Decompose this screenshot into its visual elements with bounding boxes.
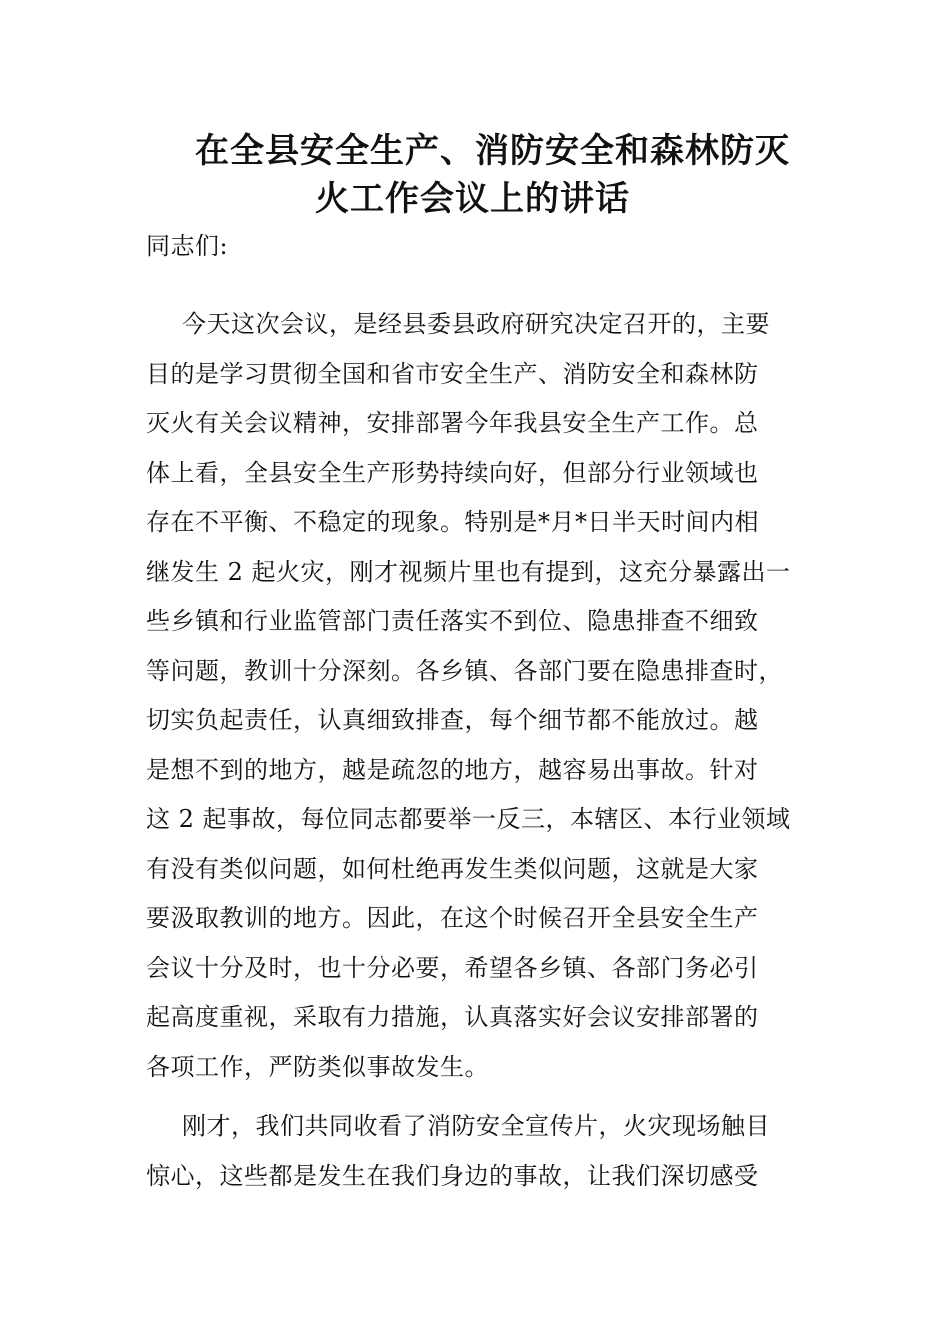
paragraph-1-line-7: 些乡镇和行业监管部门责任落实不到位、隐患排查不细致 [146,607,759,635]
paragraph-1-line-15: 起高度重视，采取有力措施，认真落实好会议安排部署的 [146,1003,759,1031]
paragraph-1-line-16: 各项工作，严防类似事故发生。 [146,1053,489,1081]
paragraph-1-line-4: 体上看，全县安全生产形势持续向好，但部分行业领域也 [146,459,759,487]
paragraph-1-line-14: 会议十分及时，也十分必要，希望各乡镇、各部门务必引 [146,954,759,982]
paragraph-1-line-2: 目的是学习贯彻全国和省市安全生产、消防安全和森林防 [146,360,759,388]
paragraph-1-line-8: 等问题，教训十分深刻。各乡镇、各部门要在隐患排查时， [146,657,783,685]
document-title-line-1: 在全县安全生产、消防安全和森林防灭 [195,131,790,171]
salutation: 同志们: [146,232,229,260]
paragraph-1-line-6: 继发生 2 起火灾，刚才视频片里也有提到，这充分暴露出一 [146,558,791,586]
paragraph-1-line-1: 今天这次会议，是经县委县政府研究决定召开的，主要 [182,310,770,338]
paragraph-1-line-3: 灭火有关会议精神，安排部署今年我县安全生产工作。总 [146,409,759,437]
document-title-line-2: 火工作会议上的讲话 [315,179,630,219]
paragraph-1-line-9: 切实负起责任，认真细致排查，每个细节都不能放过。越 [146,706,759,734]
paragraph-1-line-13: 要汲取教训的地方。因此，在这个时候召开全县安全生产 [146,904,759,932]
paragraph-2-line-1: 刚才，我们共同收看了消防安全宣传片，火灾现场触目 [182,1112,770,1140]
paragraph-1-line-11: 这 2 起事故，每位同志都要举一反三，本辖区、本行业领域 [146,805,791,833]
paragraph-1-line-12: 有没有类似问题，如何杜绝再发生类似问题，这就是大家 [146,855,759,883]
paragraph-2-line-2: 惊心，这些都是发生在我们身边的事故，让我们深切感受 [146,1162,759,1190]
paragraph-1-line-5: 存在不平衡、不稳定的现象。特别是*月*日半天时间内相 [146,508,759,536]
paragraph-1-line-10: 是想不到的地方，越是疏忽的地方，越容易出事故。针对 [146,756,759,784]
